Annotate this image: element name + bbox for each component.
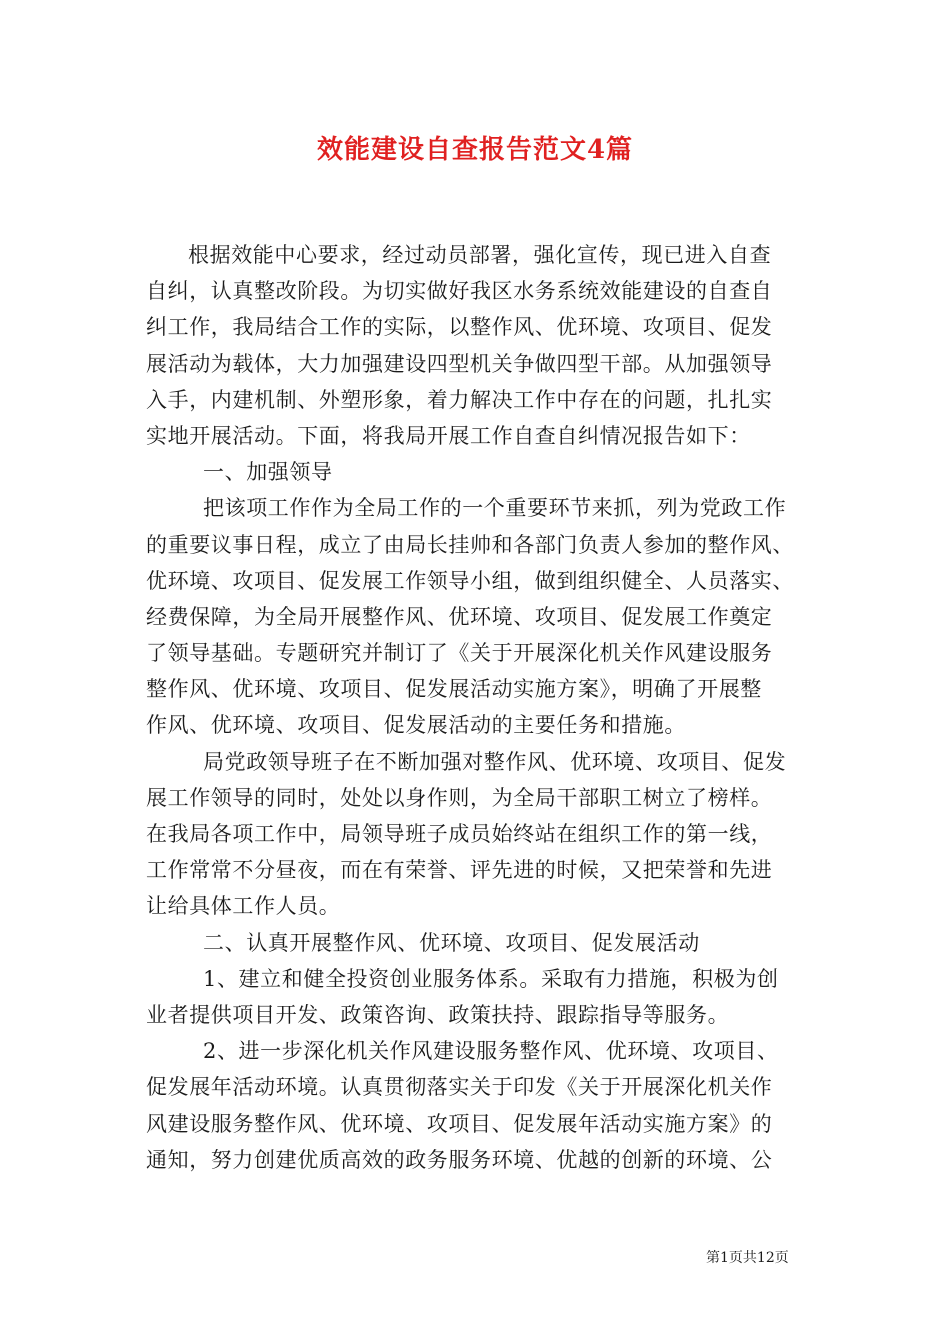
- paragraph-line: 促发展年活动环境。认真贯彻落实关于印发《关于开展深化机关作: [146, 1075, 773, 1100]
- section-heading: 二、认真开展整作风、优环境、攻项目、促发展活动: [203, 930, 700, 955]
- document-title: 效能建设自查报告范文4篇: [316, 135, 634, 165]
- section-heading: 一、加强领导: [203, 460, 333, 485]
- paragraph-line: 展活动为载体，大力加强建设四型机关争做四型干部。从加强领导: [146, 351, 773, 376]
- paragraph-line: 实地开展活动。下面，将我局开展工作自查自纠情况报告如下：: [146, 423, 751, 448]
- paragraph-line: 在我局各项工作中，局领导班子成员始终站在组织工作的第一线，: [146, 822, 773, 846]
- paragraph-line: 的重要议事日程，成立了由局长挂帅和各部门负责人参加的整作风、: [146, 532, 794, 557]
- paragraph-line: 整作风、优环境、攻项目、促发展活动实施方案》，明确了开展整: [146, 677, 762, 702]
- paragraph-line: 了领导基础。专题研究并制订了《关于开展深化机关作风建设服务: [146, 641, 773, 666]
- paragraph-line: 风建设服务整作风、优环境、攻项目、促发展年活动实施方案》的: [146, 1111, 773, 1136]
- paragraph-line: 优环境、攻项目、促发展工作领导小组，做到组织健全、人员落实、: [146, 568, 794, 593]
- page-number-footer: 第1页共12页: [706, 1250, 789, 1266]
- paragraph-line: 作风、优环境、攻项目、促发展活动的主要任务和措施。: [146, 713, 686, 738]
- paragraph-line: 通知，努力创建优质高效的政务服务环境、优越的创新的环境、公: [146, 1147, 773, 1172]
- paragraph-line: 纠工作，我局结合工作的实际，以整作风、优环境、攻项目、促发: [146, 315, 773, 340]
- paragraph-line: 把该项工作作为全局工作的一个重要环节来抓，列为党政工作: [203, 496, 787, 521]
- paragraph-line: 工作常常不分昼夜，而在有荣誉、评先进的时候，又把荣誉和先进: [146, 858, 773, 883]
- paragraph-line: 根据效能中心要求，经过动员部署，强化宣传，现已进入自查: [188, 243, 772, 267]
- document-body: [146, 237, 816, 1178]
- paragraph-line: 局党政领导班子在不断加强对整作风、优环境、攻项目、促发: [203, 749, 787, 774]
- paragraph-line: 自纠，认真整改阶段。为切实做好我区水务系统效能建设的自查自: [146, 279, 773, 304]
- paragraph-line: 经费保障，为全局开展整作风、优环境、攻项目、促发展工作奠定: [146, 604, 773, 629]
- paragraph-line: 2、进一步深化机关作风建设服务整作风、优环境、攻项目、: [203, 1039, 779, 1064]
- paragraph-line: 让给具体工作人员。: [146, 894, 341, 919]
- paragraph-line: 展工作领导的同时，处处以身作则，为全局干部职工树立了榜样。: [146, 785, 773, 810]
- paragraph-line: 1、建立和健全投资创业服务体系。采取有力措施，积极为创: [203, 966, 779, 991]
- paragraph-line: 业者提供项目开发、政策咨询、政策扶持、跟踪指导等服务。: [146, 1002, 730, 1027]
- paragraph-line: 入手，内建机制、外塑形象，着力解决工作中存在的问题，扎扎实: [146, 387, 773, 412]
